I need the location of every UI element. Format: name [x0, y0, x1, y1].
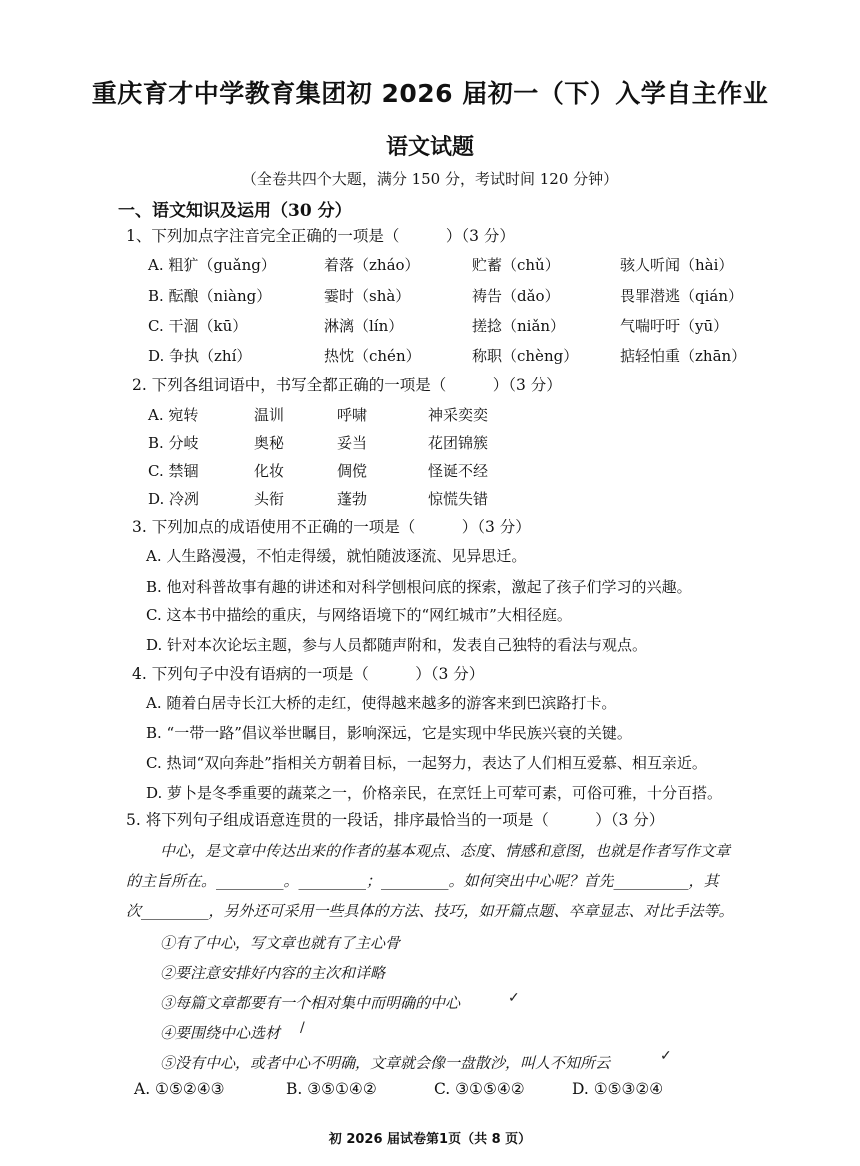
q5-choice-d: D. ①⑤③②④ — [572, 1080, 664, 1098]
q1-cell: A. 粗犷（guǎng） — [148, 256, 276, 274]
q1-cell: 着落（zháo） — [324, 256, 420, 274]
q3-option-d: D. 针对本次论坛主题，参与人员都随声附和，发表自己独特的看法与观点。 — [146, 636, 648, 654]
q2-cell: 妥当 — [337, 434, 368, 452]
page-footer: 初 2026 届试卷第1页（共 8 页） — [328, 1132, 532, 1147]
q2-cell: 蓬勃 — [337, 490, 368, 508]
q5-sentence: ①有了中心，写文章也就有了主心骨 — [160, 934, 401, 952]
q1-cell: 霎时（shà） — [324, 287, 411, 305]
q4-option-c: C. 热词“双向奔赴”指相关方朝着目标，一起努力，表达了人们相互爱慕、相互亲近。 — [146, 754, 707, 772]
check-mark-icon: ✓ — [660, 1048, 672, 1064]
q1-cell: 祷告（dǎo） — [472, 287, 560, 305]
q2-cell: B. 分岐 — [148, 434, 199, 452]
q3-option-a: A. 人生路漫漫，不怕走得缓，就怕随波逐流、见异思迁。 — [146, 547, 527, 565]
q1-cell: 骇人听闻（hài） — [620, 256, 734, 274]
q3-option-b: B. 他对科普故事有趣的讲述和对科学刨根问底的探索，激起了孩子们学习的兴趣。 — [146, 578, 692, 596]
q2-cell: 惊慌失错 — [428, 490, 489, 508]
q2-cell: 呼啸 — [337, 406, 368, 424]
q2-cell: 温训 — [254, 406, 285, 424]
q5-sentence: ③每篇文章都要有一个相对集中而明确的中心 — [160, 994, 461, 1012]
q4-option-d: D. 萝卜是冬季重要的蔬菜之一，价格亲民，在烹饪上可荤可素，可俗可雅，十分百搭。 — [146, 784, 723, 802]
q1-cell: D. 争执（zhí） — [148, 347, 252, 365]
q2-cell: 头衔 — [254, 490, 285, 508]
exam-subtitle: 语文试题 — [385, 135, 474, 160]
q1-cell: 淋漓（lín） — [324, 317, 404, 335]
q1-cell: 称职（chèng） — [472, 347, 579, 365]
question-1-stem: 1、下列加点字注音完全正确的一项是（ ）（3 分） — [126, 227, 515, 245]
q1-cell: 掂轻怕重（zhān） — [620, 347, 747, 365]
q5-choice-b: B. ③⑤①④② — [286, 1080, 377, 1098]
q2-cell: 神采奕奕 — [428, 406, 489, 424]
q2-cell: 奥秘 — [254, 434, 285, 452]
q1-cell: 贮蓄（chǔ） — [472, 256, 560, 274]
q5-choice-a: A. ①⑤②④③ — [134, 1080, 225, 1098]
check-mark-icon: ✓ — [508, 990, 520, 1006]
question-3-stem: 3. 下列加点的成语使用不正确的一项是（ ）（3 分） — [132, 518, 531, 536]
q5-choice-c: C. ③①⑤④② — [434, 1080, 525, 1098]
q1-cell: C. 干涸（kū） — [148, 317, 248, 335]
section-heading: 一、语文知识及运用（30 分） — [118, 201, 352, 221]
q1-cell: 气喘吁吁（yū） — [620, 317, 729, 335]
q5-sentence: ⑤没有中心，或者中心不明确，文章就会像一盘散沙，叫人不知所云 — [160, 1054, 611, 1072]
q5-paragraph-line: 次_________，另外还可采用一些具体的方法、技巧，如开篇点题、卒章显志、对比手法等。 — [126, 902, 734, 920]
slash-mark-icon: / — [300, 1020, 305, 1036]
exam-title: 重庆育才中学教育集团初 2026 届初一（下）入学自主作业 — [91, 79, 769, 108]
exam-info: （全卷共四个大题，满分 150 分，考试时间 120 分钟） — [241, 170, 619, 188]
q4-option-b: B. “一带一路”倡议举世瞩目，影响深远，它是实现中华民族兴衰的关键。 — [146, 724, 632, 742]
question-5-stem: 5. 将下列句子组成语意连贯的一段话，排序最恰当的一项是（ ）（3 分） — [126, 811, 665, 829]
question-4-stem: 4. 下列句子中没有语病的一项是（ ）（3 分） — [132, 665, 485, 683]
q2-cell: 倜傥 — [337, 462, 368, 480]
q2-cell: D. 冷冽 — [148, 490, 200, 508]
q2-cell: A. 宛转 — [148, 406, 199, 424]
q5-sentence: ②要注意安排好内容的主次和详略 — [160, 964, 386, 982]
q5-sentence: ④要围绕中心选材 — [160, 1024, 281, 1042]
q2-cell: 化妆 — [254, 462, 285, 480]
q1-cell: 畏罪潜逃（qián） — [620, 287, 744, 305]
q5-paragraph-line: 的主旨所在。_________。_________；_________。如何突出中心呢？首先__________，其 — [126, 872, 719, 890]
q2-cell: C. 禁锢 — [148, 462, 199, 480]
q4-option-a: A. 随着白居寺长江大桥的走红，使得越来越多的游客来到巴滨路打卡。 — [146, 694, 617, 712]
q1-cell: 热忱（chén） — [324, 347, 421, 365]
q1-cell: B. 酝酿（niàng） — [148, 287, 272, 305]
q3-option-c: C. 这本书中描绘的重庆，与网络语境下的“网红城市”大相径庭。 — [146, 606, 572, 624]
q2-cell: 花团锦簇 — [428, 434, 489, 452]
q2-cell: 怪诞不经 — [428, 462, 489, 480]
q5-paragraph-line: 中心，是文章中传达出来的作者的基本观点、态度、情感和意图，也就是作者写作文章 — [160, 842, 731, 860]
question-2-stem: 2. 下列各组词语中，书写全都正确的一项是（ ）（3 分） — [132, 376, 562, 394]
q1-cell: 搓捻（niǎn） — [472, 317, 566, 335]
